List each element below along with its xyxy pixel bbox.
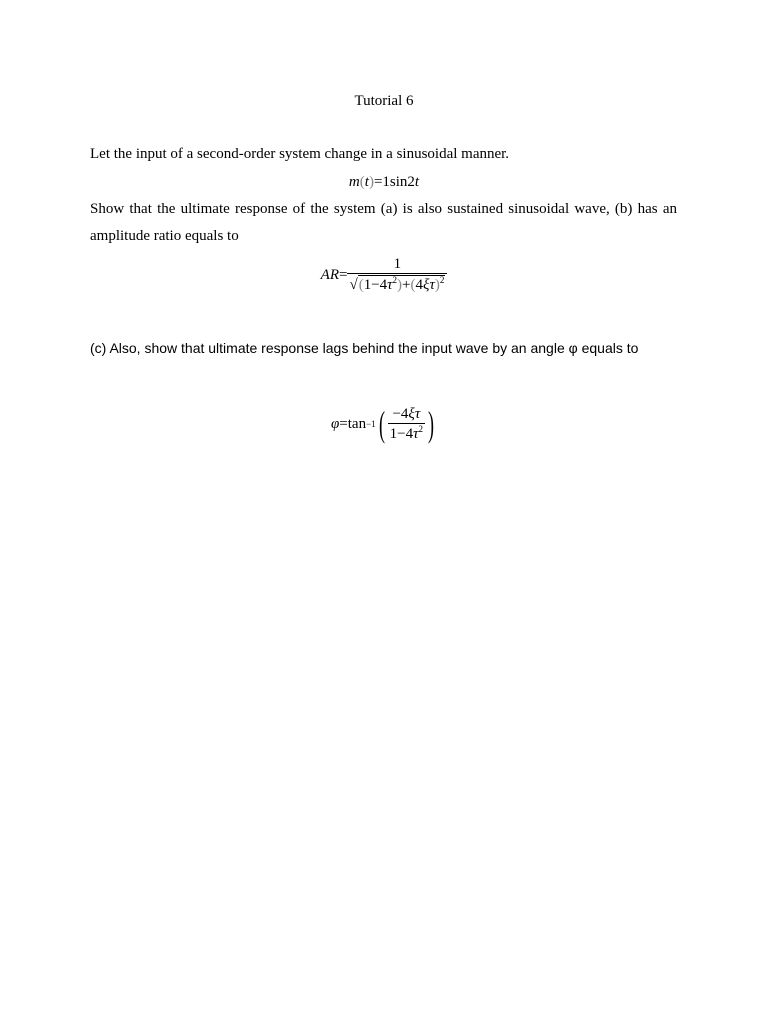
eq-ar-numerator: 1	[393, 256, 402, 272]
eq-phi-numerator	[390, 406, 422, 423]
eq-input-var: t	[414, 173, 420, 190]
eq-ar-xi-tau: ξτ	[423, 277, 435, 293]
eq-phi-den-sup: 2	[418, 423, 424, 434]
left-paren-icon: (	[378, 404, 385, 444]
eq-input-lhs: m	[348, 173, 360, 190]
eq-ar-tau: τ	[387, 277, 393, 293]
eq-phi-equals: =	[339, 415, 348, 432]
eq-phi-num-vars: ξτ	[408, 405, 421, 422]
eq-phi-lhs: φ	[330, 415, 340, 432]
eq-ar-fraction	[347, 256, 447, 294]
eq-phi-denominator	[388, 423, 425, 443]
eq-phi-num-const: −4	[392, 405, 409, 422]
eq-ar-sup-b: 2	[439, 275, 445, 285]
right-paren-icon: )	[428, 404, 435, 444]
intro-paragraph: Let the input of a second-order system change in a sinusoidal manner.	[90, 146, 510, 162]
eq-phi-func: tan	[347, 415, 367, 432]
eq-ar-lhs: AR	[320, 266, 339, 283]
eq-phi-fraction	[388, 406, 425, 443]
sqrt-icon: √ $(1-4\tau^2)+(4\xi\tau)^2$	[349, 275, 445, 293]
eq-ar-den-part1: 1−4	[363, 277, 388, 293]
eq-ar-den-part2: 4	[415, 277, 424, 293]
page-title: Tutorial 6	[354, 93, 414, 109]
eq-phi-den-const: 1−4	[389, 425, 414, 442]
eq-input-rhs: =1sin2	[373, 173, 415, 190]
phase-angle-equation: φ = tan −1 ( $\frac{-4\xi\tau}{1-4\tau^2}$ )	[330, 404, 435, 444]
amplitude-ratio-equation	[0, 254, 768, 296]
eq-ar-sup-a: 2	[392, 275, 398, 285]
eq-ar-equals: =	[339, 266, 348, 283]
eq-input-arg: t	[364, 173, 369, 190]
part-c-paragraph: (c) Also, show that ultimate response lags behind the input wave by an angle φ equals to	[90, 340, 639, 356]
show-paragraph: Show that the ultimate response of the system (a) is also sustained sinusoidal wave, (b) has an amplitude ratio equals to	[90, 201, 677, 244]
eq-phi-den-tau: τ	[413, 425, 419, 442]
eq-ar-denominator	[347, 273, 447, 294]
input-equation: m ( t ) =1sin2 t	[348, 173, 420, 190]
eq-ar-plus: +	[402, 277, 411, 293]
